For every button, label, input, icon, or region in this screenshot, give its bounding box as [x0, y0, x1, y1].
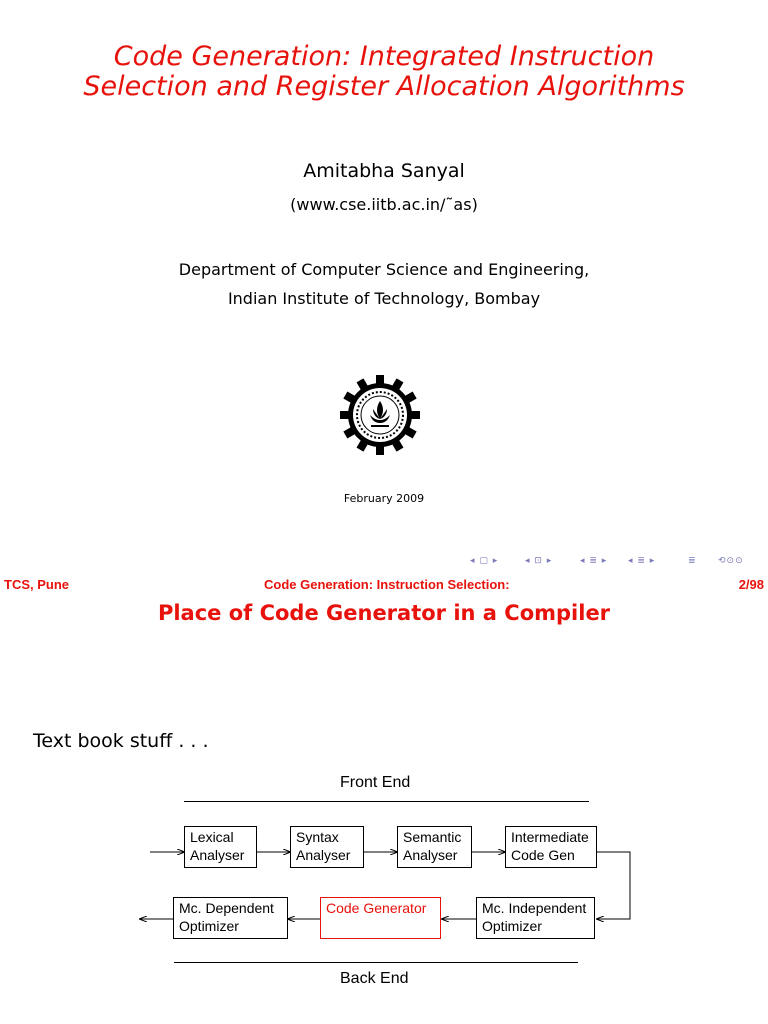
box-label: Analyser — [296, 847, 351, 863]
intermediate-code-gen-box — [505, 826, 597, 868]
nav-subsection-icon[interactable]: ◂ ⊡ ▸ — [525, 556, 553, 566]
box-label: Code Generator — [326, 900, 427, 916]
nav-frame-icon[interactable]: ◂ ▢ ▸ — [470, 556, 499, 566]
box-label: Syntax — [296, 829, 339, 845]
nav-document-icon[interactable]: ◂ ≣ ▸ — [628, 556, 656, 566]
box-label: Lexical — [190, 829, 234, 845]
footer-venue: TCS, Pune — [4, 577, 70, 592]
box-label: Optimizer — [179, 918, 239, 934]
back-end-rule — [174, 962, 578, 963]
semantic-analyser-box — [397, 826, 472, 868]
intermediate-to-independent-arrow — [597, 852, 630, 919]
slide-footer — [0, 576, 768, 594]
footer-page-number: 2/98 — [738, 577, 764, 592]
author-url: (www.cse.iitb.ac.in/˜as) — [290, 195, 478, 214]
lexical-analyser-box — [184, 826, 257, 868]
syntax-analyser-box — [290, 826, 364, 868]
intro-text: Text book stuff . . . — [33, 730, 209, 752]
beamer-navigation — [470, 556, 768, 570]
box-label: Analyser — [403, 847, 458, 863]
footer-title: Code Generation: Instruction Selection: — [264, 577, 510, 592]
slide-title-line-1: Code Generation: Integrated Instruction — [113, 41, 655, 72]
box-label: Code Gen — [511, 847, 575, 863]
compiler-pipeline-diagram — [0, 760, 768, 1020]
box-label: Optimizer — [482, 918, 542, 934]
mc-independent-optimizer-box — [476, 897, 595, 939]
box-label: Semantic — [403, 829, 462, 845]
box-label: Analyser — [190, 847, 245, 863]
front-end-label: Front End — [340, 774, 411, 791]
presentation-date: February 2009 — [343, 492, 425, 505]
slide-2-title: Place of Code Generator in a Compiler — [157, 601, 611, 625]
box-label: Mc. Independent — [482, 900, 587, 916]
institute: Indian Institute of Technology, Bombay — [227, 289, 541, 308]
box-label: Intermediate — [511, 829, 589, 845]
code-generator-box — [320, 897, 441, 939]
department: Department of Computer Science and Engineering, — [178, 260, 590, 279]
nav-search-icon[interactable]: ⟲⊙⊙ — [718, 556, 744, 566]
mc-dependent-optimizer-box — [173, 897, 288, 939]
nav-section-icon[interactable]: ◂ ≣ ▸ — [580, 556, 608, 566]
iitb-logo — [340, 375, 420, 455]
nav-appendix-icon[interactable]: ≣ — [688, 556, 697, 566]
box-label: Mc. Dependent — [179, 900, 274, 916]
slide-title-line-2: Selection and Register Allocation Algorithms — [83, 71, 685, 102]
author-name: Amitabha Sanyal — [303, 160, 465, 182]
back-end-label: Back End — [340, 970, 409, 987]
